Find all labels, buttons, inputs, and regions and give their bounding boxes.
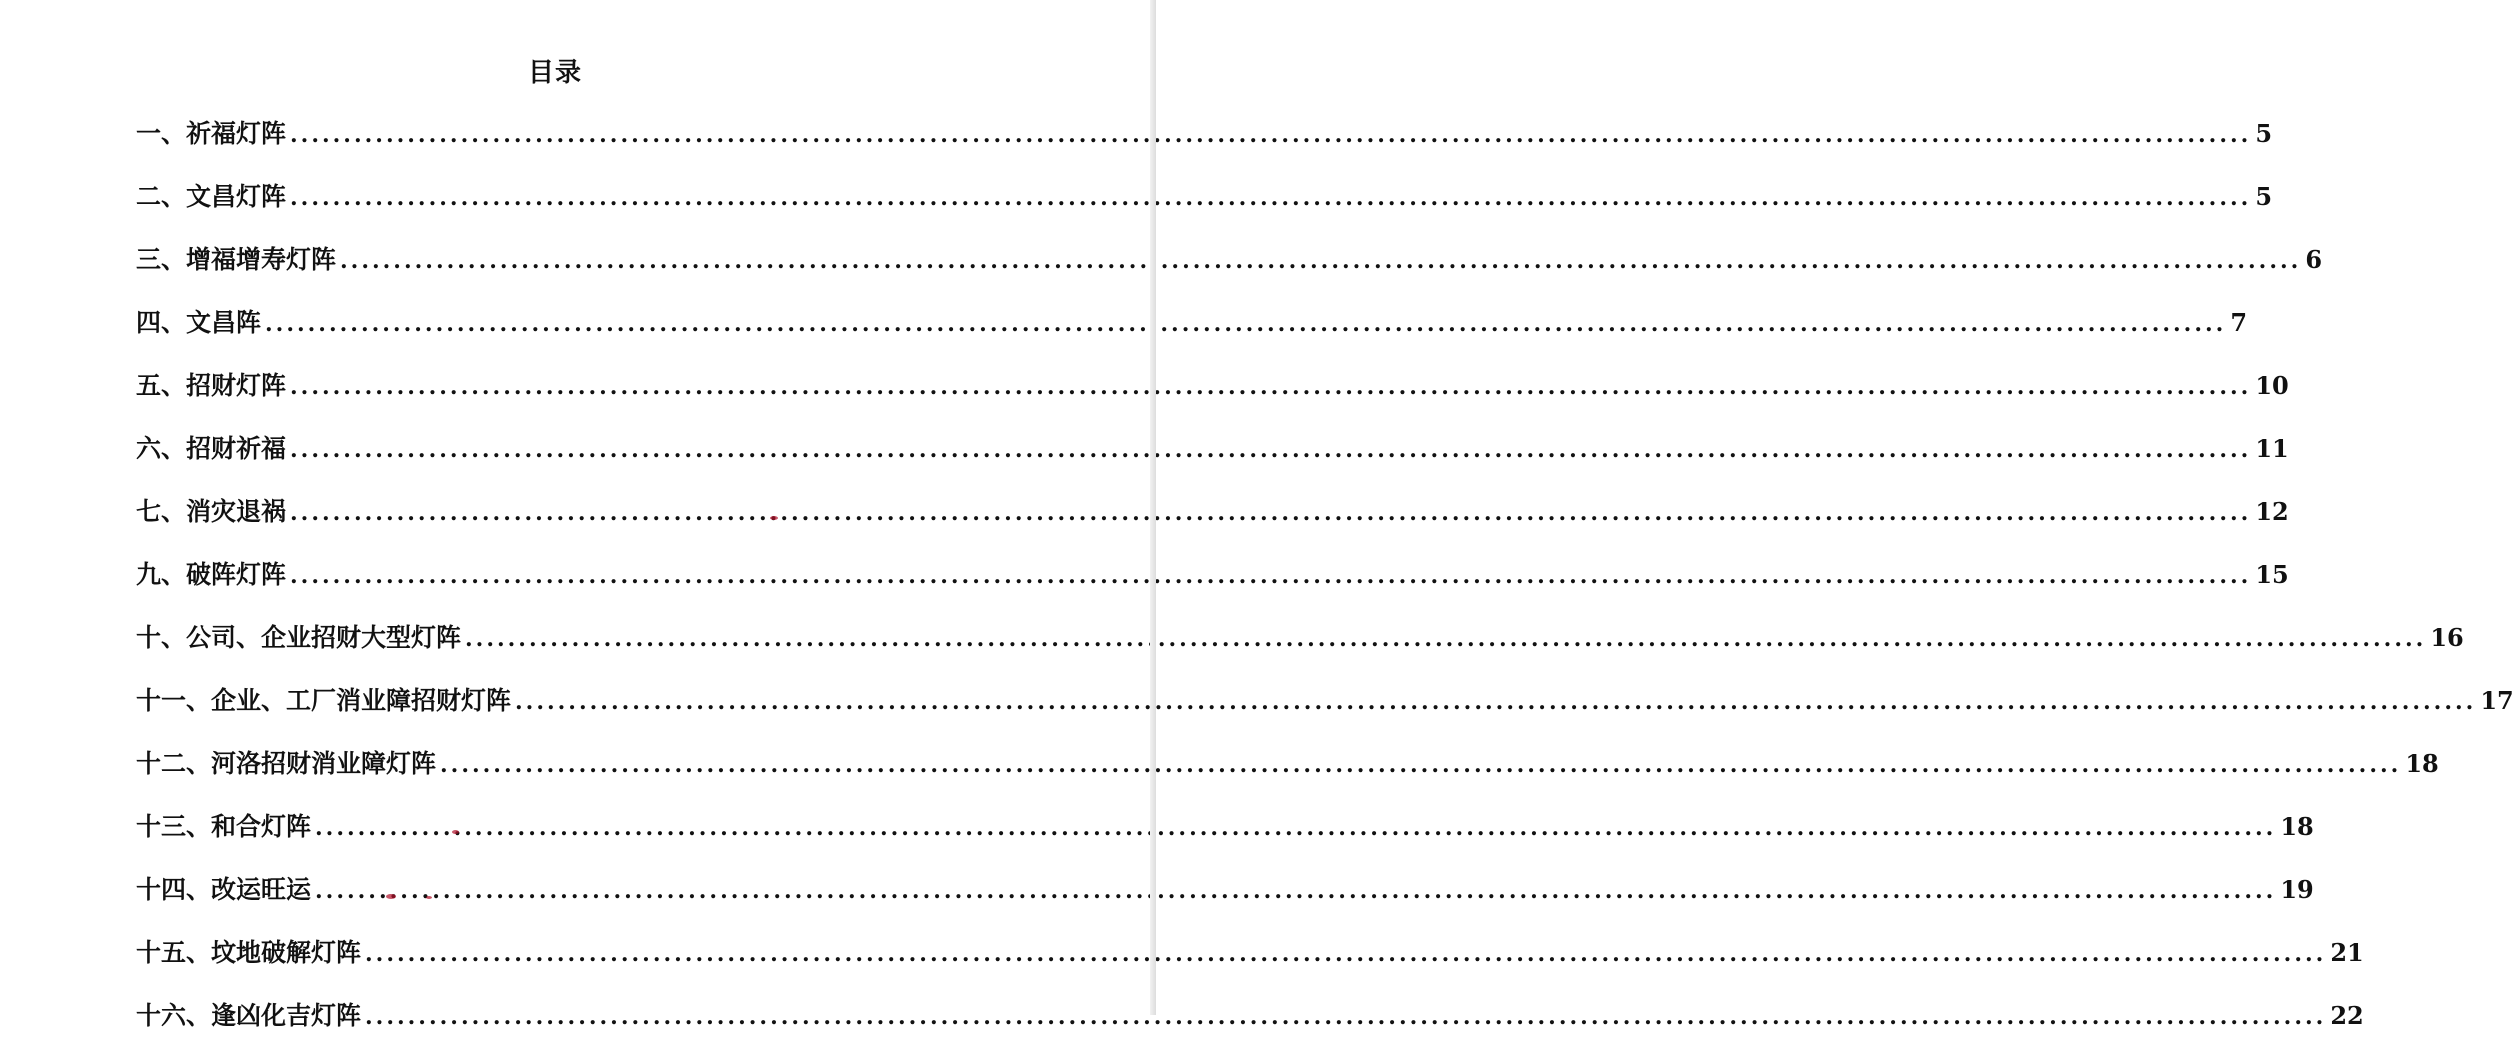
toc-entry[interactable] <box>136 931 2364 994</box>
toc-entry-page: 5 <box>2255 182 2273 211</box>
toc-dot-leader <box>365 932 2326 976</box>
toc-entry-page: 18 <box>2405 749 2439 778</box>
page-edge-shadow <box>1150 0 1156 1015</box>
toc-entry[interactable] <box>136 301 2248 364</box>
toc-entry[interactable] <box>136 679 2514 742</box>
toc-entry-page: 5 <box>2255 119 2273 148</box>
toc-dot-leader <box>290 176 2251 220</box>
toc-dot-leader <box>315 869 2276 913</box>
toc-entry-page: 15 <box>2255 560 2289 589</box>
toc-entry[interactable] <box>136 238 2323 301</box>
toc-entry[interactable] <box>136 616 2464 679</box>
toc-list <box>136 112 2514 1057</box>
toc-entry-label: 一、祈福灯阵 <box>136 119 287 148</box>
toc-entry-page: 18 <box>2280 812 2314 841</box>
toc-entry-label: 十四、改运旺运 <box>136 875 312 904</box>
toc-dot-leader <box>365 995 2326 1039</box>
ink-speck <box>770 516 778 520</box>
toc-entry-page: 7 <box>2230 308 2248 337</box>
toc-entry-page: 22 <box>2330 1001 2364 1030</box>
toc-entry-page: 21 <box>2330 938 2364 967</box>
toc-entry-label: 十三、和合灯阵 <box>136 812 312 841</box>
toc-entry-label: 十五、坟地破解灯阵 <box>136 938 362 967</box>
toc-dot-leader <box>290 491 2251 535</box>
toc-dot-leader <box>440 743 2401 787</box>
toc-entry[interactable] <box>136 994 2364 1057</box>
toc-entry-label: 五、招财灯阵 <box>136 371 287 400</box>
toc-entry-label: 三、增福增寿灯阵 <box>136 245 337 274</box>
toc-entry-page: 11 <box>2255 434 2289 463</box>
toc-entry[interactable] <box>136 364 2289 427</box>
toc-dot-leader <box>340 239 2301 283</box>
toc-dot-leader <box>515 680 2476 724</box>
toc-entry-page: 16 <box>2430 623 2464 652</box>
toc-entry-label: 四、文昌阵 <box>136 308 262 337</box>
toc-entry[interactable] <box>136 427 2289 490</box>
toc-dot-leader <box>265 302 2226 346</box>
toc-entry[interactable] <box>136 553 2289 616</box>
toc-dot-leader <box>290 428 2251 472</box>
toc-title: 目录 <box>527 58 582 88</box>
toc-entry-label: 七、消灾退祸 <box>136 497 287 526</box>
toc-dot-leader <box>290 365 2251 409</box>
toc-entry-page: 12 <box>2255 497 2289 526</box>
toc-entry-label: 十六、逢凶化吉灯阵 <box>136 1001 362 1030</box>
toc-entry[interactable] <box>136 490 2289 553</box>
toc-entry[interactable] <box>136 112 2273 175</box>
ink-speck <box>386 894 396 899</box>
toc-entry-label: 二、文昌灯阵 <box>136 182 287 211</box>
toc-entry[interactable] <box>136 868 2314 931</box>
toc-entry-label: 六、招财祈福 <box>136 434 287 463</box>
toc-entry[interactable] <box>136 805 2314 868</box>
toc-dot-leader <box>290 113 2251 157</box>
toc-entry-page: 6 <box>2305 245 2323 274</box>
toc-entry-label: 十、公司、企业招财大型灯阵 <box>136 623 462 652</box>
toc-entry-label: 十二、河洛招财消业障灯阵 <box>136 749 437 778</box>
toc-dot-leader <box>290 554 2251 598</box>
toc-entry-label: 九、破阵灯阵 <box>136 560 287 589</box>
ink-speck <box>452 830 459 834</box>
toc-entry[interactable] <box>136 175 2273 238</box>
ink-speck <box>426 896 432 899</box>
toc-entry-page: 19 <box>2280 875 2314 904</box>
toc-entry-label: 十一、企业、工厂消业障招财灯阵 <box>136 686 512 715</box>
toc-entry[interactable] <box>136 742 2439 805</box>
toc-dot-leader <box>465 617 2426 661</box>
toc-entry-page: 10 <box>2255 371 2289 400</box>
toc-dot-leader <box>315 806 2276 850</box>
toc-entry-page: 17 <box>2480 686 2514 715</box>
